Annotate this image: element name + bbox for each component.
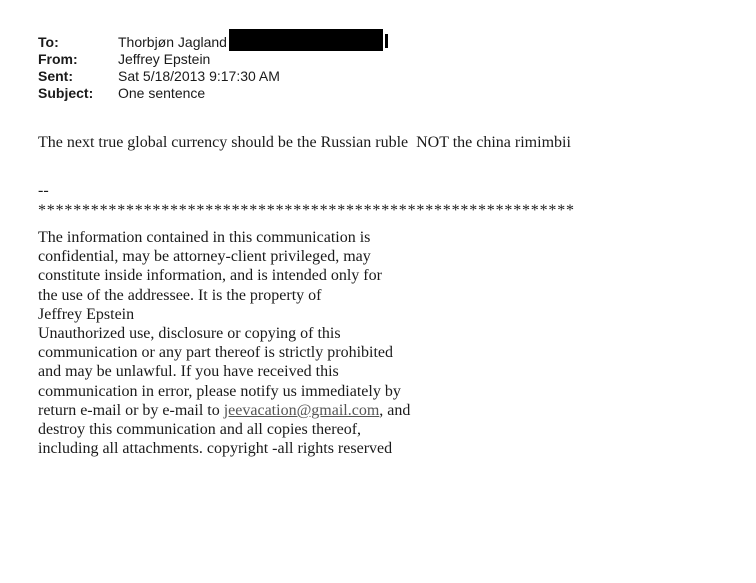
to-value: Thorbjøn Jagland xyxy=(118,34,227,50)
disclaimer-line: and may be unlawful. If you have received this xyxy=(38,363,339,381)
disclaimer-line: Jeffrey Epstein xyxy=(38,305,135,323)
to-row xyxy=(38,34,388,51)
subject-row xyxy=(38,85,388,102)
sent-value: Sat 5/18/2013 9:17:30 AM xyxy=(118,68,280,84)
sent-row xyxy=(38,68,388,85)
disclaimer-line: destroy this communication and all copies thereof, xyxy=(38,421,362,439)
disclaimer-line: communication in error, please notify us immediately by xyxy=(38,382,401,400)
disclaimer-line: confidential, may be attorney-client privileged, may xyxy=(38,248,371,266)
redaction-block xyxy=(229,29,383,51)
disclaimer-line: the use of the addressee. It is the property of xyxy=(38,286,322,304)
disclaimer-line: Unauthorized use, disclosure or copying of this xyxy=(38,325,341,343)
sent-label: Sent: xyxy=(38,68,73,84)
email-link[interactable]: jeevacation@gmail.com xyxy=(223,401,380,419)
from-label: From: xyxy=(38,51,78,67)
from-value: Jeffrey Epstein xyxy=(118,51,211,67)
return-prefix: return e-mail or by e-mail to xyxy=(38,401,224,419)
asterisk-divider: ************************************************************* xyxy=(38,202,575,219)
disclaimer-line: communication or any part thereof is strictly prohibited xyxy=(38,344,394,362)
subject-label: Subject: xyxy=(38,85,94,101)
signature-separator: -- xyxy=(38,182,49,199)
redaction-mark xyxy=(385,34,388,48)
disclaimer-line: The information contained in this communication is xyxy=(38,229,371,246)
subject-value: One sentence xyxy=(118,85,206,101)
disclaimer-line: including all attachments. copyright -all rights reserved xyxy=(38,440,393,458)
return-suffix: , and xyxy=(379,401,411,419)
to-label: To: xyxy=(38,34,59,50)
disclaimer-return-line xyxy=(38,401,410,420)
email-header xyxy=(38,34,388,102)
disclaimer-line: constitute inside information, and is intended only for xyxy=(38,267,382,285)
confidentiality-disclaimer xyxy=(38,228,410,458)
message-body: The next true global currency should be the Russian ruble NOT the china rimimbii xyxy=(38,134,571,151)
from-row xyxy=(38,51,388,68)
